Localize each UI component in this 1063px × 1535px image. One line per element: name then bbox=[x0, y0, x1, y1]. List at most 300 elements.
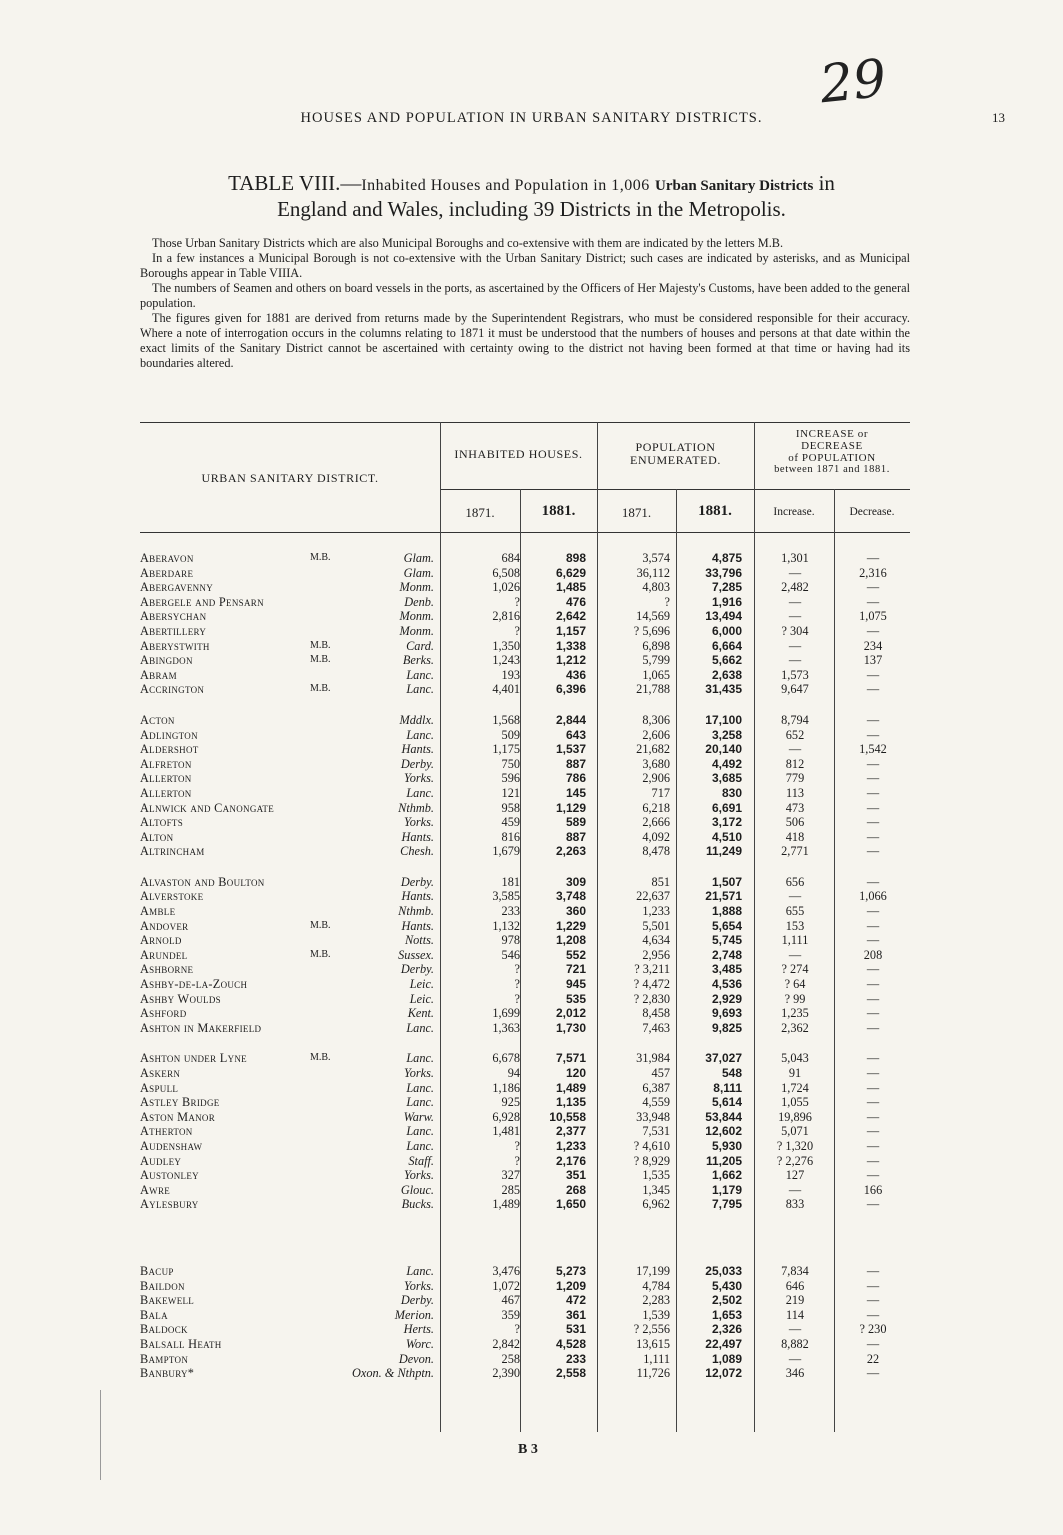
population-1871: ? 4,472 bbox=[633, 977, 670, 992]
houses-1881: 898 bbox=[565, 551, 586, 565]
increase-value: 5,043 bbox=[781, 1051, 809, 1066]
increase-value: 114 bbox=[786, 1307, 804, 1322]
district-name: Arundel bbox=[140, 947, 188, 962]
county: Yorks. bbox=[404, 1168, 434, 1183]
table-row bbox=[0, 1308, 1063, 1323]
header-change-line: INCREASE or bbox=[795, 428, 869, 440]
county: Staff. bbox=[408, 1153, 434, 1168]
increase-value: 418 bbox=[785, 829, 805, 844]
population-1881: 1,653 bbox=[711, 1307, 742, 1322]
county: Lanc. bbox=[406, 1051, 434, 1066]
population-1881: 548 bbox=[721, 1066, 742, 1080]
district-name: Atherton bbox=[140, 1124, 193, 1139]
district-name: Adlington bbox=[140, 727, 198, 742]
houses-1871: 1,489 bbox=[492, 1197, 520, 1212]
houses-1871: 509 bbox=[501, 727, 520, 742]
district-name: Allerton bbox=[140, 785, 192, 800]
houses-1871: 233 bbox=[501, 904, 520, 919]
houses-1881: 887 bbox=[565, 756, 586, 771]
decrease-value: — bbox=[866, 727, 880, 742]
table-row bbox=[0, 1352, 1063, 1367]
district-name: Ashborne bbox=[140, 962, 194, 977]
population-1881: 4,510 bbox=[711, 829, 742, 844]
header-change-line: of POPULATION bbox=[788, 452, 876, 464]
table-row bbox=[0, 595, 1063, 610]
decrease-value: — bbox=[866, 623, 880, 638]
district-name: Bala bbox=[140, 1307, 168, 1322]
county: Merion. bbox=[394, 1307, 434, 1322]
increase-value: 655 bbox=[785, 904, 805, 919]
population-1871: 1,233 bbox=[642, 904, 670, 919]
increase-value: 7,834 bbox=[781, 1263, 809, 1278]
county: Kent. bbox=[407, 1006, 434, 1021]
county: Hants. bbox=[401, 918, 434, 933]
increase-value: 2,771 bbox=[781, 844, 809, 859]
county: Lanc. bbox=[406, 1020, 434, 1035]
population-1871: 3,680 bbox=[642, 756, 670, 771]
increase-value: ? 99 bbox=[784, 991, 806, 1006]
county: Bucks. bbox=[401, 1197, 434, 1212]
increase-value: ? 304 bbox=[781, 623, 809, 638]
header-population-line: ENUMERATED. bbox=[630, 453, 721, 467]
district-name: Abergele and Pensarn bbox=[140, 594, 264, 609]
decrease-value: — bbox=[866, 1336, 880, 1351]
county: Monm. bbox=[399, 623, 434, 638]
houses-1881: 361 bbox=[565, 1307, 586, 1322]
increase-value: — bbox=[788, 653, 802, 668]
population-1881: 1,916 bbox=[711, 594, 742, 609]
running-head: HOUSES AND POPULATION IN URBAN SANITARY DISTRICTS. bbox=[300, 110, 763, 126]
district-name: Astley Bridge bbox=[140, 1095, 220, 1110]
decrease-value: 1,075 bbox=[859, 609, 887, 624]
population-1881: 5,614 bbox=[711, 1095, 742, 1110]
increase-value: 1,573 bbox=[781, 667, 809, 682]
district-name: Aldershot bbox=[140, 742, 199, 757]
row-group bbox=[0, 1051, 1063, 1212]
population-1871: 7,463 bbox=[642, 1020, 670, 1035]
county: Derby. bbox=[400, 962, 434, 977]
population-1871: 33,948 bbox=[636, 1109, 670, 1124]
county: Derby. bbox=[400, 1293, 434, 1308]
increase-value: 646 bbox=[785, 1278, 805, 1293]
decrease-value: — bbox=[866, 667, 880, 682]
header-change-line: between 1871 and 1881. bbox=[774, 464, 890, 475]
decrease-value: 208 bbox=[863, 947, 883, 962]
population-1881: 11,205 bbox=[705, 1153, 742, 1168]
decrease-value: 137 bbox=[863, 653, 883, 668]
houses-1881: 1,485 bbox=[555, 580, 586, 595]
table-row bbox=[0, 609, 1063, 624]
table-row bbox=[0, 977, 1063, 992]
population-1881: 7,285 bbox=[711, 580, 742, 595]
population-1871: ? 5,696 bbox=[633, 623, 670, 638]
population-1871: 5,799 bbox=[642, 653, 670, 668]
title-part1: TABLE VIII.— bbox=[228, 171, 362, 195]
decrease-value: — bbox=[866, 712, 880, 727]
decrease-value: — bbox=[866, 1095, 880, 1110]
decrease-value: — bbox=[866, 1168, 880, 1183]
county: Lanc. bbox=[406, 682, 434, 697]
population-1881: 22,497 bbox=[705, 1336, 742, 1351]
table-row bbox=[0, 1021, 1063, 1036]
increase-value: — bbox=[788, 565, 802, 580]
houses-1871: 2,842 bbox=[492, 1336, 520, 1351]
county: Hants. bbox=[401, 742, 434, 757]
table-row bbox=[0, 653, 1063, 668]
population-1871: 36,112 bbox=[636, 565, 670, 580]
increase-value: 5,071 bbox=[781, 1124, 809, 1139]
district-name: Alverstoke bbox=[140, 889, 204, 904]
population-1881: 6,000 bbox=[711, 623, 742, 638]
population-1871: 8,458 bbox=[642, 1006, 670, 1021]
county: Sussex. bbox=[398, 947, 434, 962]
decrease-value: — bbox=[866, 991, 880, 1006]
population-1871: ? bbox=[664, 594, 670, 609]
houses-1881: 643 bbox=[565, 727, 586, 742]
population-1881: 37,027 bbox=[705, 1051, 742, 1066]
district-name: Amble bbox=[140, 904, 176, 919]
district-name: Alnwick and Canongate bbox=[140, 800, 275, 815]
houses-1881: 1,537 bbox=[555, 742, 586, 757]
houses-1881: 589 bbox=[565, 815, 586, 830]
table-row bbox=[0, 919, 1063, 934]
decrease-value: — bbox=[866, 1307, 880, 1322]
district-name: Baldock bbox=[140, 1322, 188, 1337]
page-number: 13 bbox=[992, 110, 1005, 125]
houses-1871: 467 bbox=[501, 1293, 520, 1308]
table-row bbox=[0, 1183, 1063, 1198]
increase-value: — bbox=[788, 1182, 802, 1197]
houses-1881: 145 bbox=[565, 785, 586, 800]
population-1881: 3,258 bbox=[711, 727, 742, 742]
population-1871: 8,478 bbox=[642, 844, 670, 859]
table-row bbox=[0, 801, 1063, 816]
increase-value: 833 bbox=[785, 1197, 805, 1212]
county: Lanc. bbox=[406, 785, 434, 800]
mb-marker: M.B. bbox=[310, 1052, 331, 1064]
houses-1871: 1,568 bbox=[492, 712, 520, 727]
population-1881: 2,929 bbox=[711, 991, 742, 1006]
population-1881: 1,089 bbox=[711, 1351, 742, 1366]
houses-1871: 684 bbox=[501, 551, 520, 565]
houses-1881: 1,208 bbox=[555, 933, 586, 948]
houses-1881: 2,263 bbox=[555, 844, 586, 859]
mb-marker: M.B. bbox=[310, 552, 331, 563]
houses-1871: 1,350 bbox=[492, 638, 520, 653]
county: Denb. bbox=[404, 594, 434, 609]
population-1871: 717 bbox=[651, 785, 670, 800]
county: Warw. bbox=[403, 1109, 434, 1124]
houses-1871: 1,243 bbox=[492, 653, 520, 668]
county: Glam. bbox=[403, 565, 434, 580]
county: Notts. bbox=[404, 933, 434, 948]
population-1881: 11,249 bbox=[705, 844, 742, 859]
population-1881: 6,691 bbox=[711, 800, 742, 815]
district-name: Bakewell bbox=[140, 1293, 195, 1308]
county: Lanc. bbox=[406, 1124, 434, 1139]
houses-1881: 2,377 bbox=[555, 1124, 586, 1139]
county: Worc. bbox=[405, 1336, 434, 1351]
houses-1881: 2,844 bbox=[555, 712, 586, 727]
population-1871: 21,788 bbox=[636, 682, 670, 697]
increase-value: 219 bbox=[785, 1293, 805, 1308]
houses-1871: 193 bbox=[501, 667, 520, 682]
houses-1881: 945 bbox=[565, 977, 586, 992]
district-name: Aston Manor bbox=[140, 1109, 216, 1124]
houses-1871: ? bbox=[514, 977, 520, 992]
table-row bbox=[0, 1168, 1063, 1183]
district-name: Aberystwith bbox=[140, 638, 210, 653]
district-name: Audley bbox=[140, 1153, 182, 1168]
table-row bbox=[0, 1139, 1063, 1154]
mb-marker: M.B. bbox=[310, 919, 331, 931]
county: Monm. bbox=[399, 580, 434, 595]
increase-value: 113 bbox=[786, 785, 804, 800]
population-1881: 2,502 bbox=[711, 1293, 742, 1308]
increase-value: 127 bbox=[785, 1168, 805, 1183]
population-1881: 1,507 bbox=[711, 874, 742, 889]
houses-1871: 121 bbox=[501, 785, 520, 800]
houses-1881: 1,212 bbox=[555, 653, 586, 668]
district-name: Ashford bbox=[140, 1006, 187, 1021]
county: Devon. bbox=[398, 1351, 434, 1366]
county: Derby. bbox=[400, 874, 434, 889]
district-name: Audenshaw bbox=[140, 1138, 203, 1153]
population-1881: 3,485 bbox=[711, 962, 742, 977]
houses-1871: 327 bbox=[501, 1168, 520, 1183]
county: Herts. bbox=[403, 1322, 434, 1337]
houses-1871: 1,132 bbox=[492, 918, 520, 933]
table-row bbox=[0, 1337, 1063, 1352]
district-name: Austonley bbox=[140, 1168, 199, 1183]
population-1871: 4,559 bbox=[642, 1095, 670, 1110]
table-row bbox=[0, 580, 1063, 595]
houses-1881: 1,489 bbox=[555, 1080, 586, 1095]
increase-value: 779 bbox=[785, 771, 805, 786]
year-1881-population: 1881. bbox=[698, 503, 732, 519]
district-name: Balsall Heath bbox=[140, 1336, 222, 1351]
population-1881: 12,602 bbox=[705, 1124, 742, 1139]
houses-1871: 1,363 bbox=[492, 1020, 520, 1035]
district-name: Abergavenny bbox=[140, 580, 214, 595]
increase-value: — bbox=[788, 638, 802, 653]
increase-value: 153 bbox=[785, 918, 805, 933]
district-name: Bacup bbox=[140, 1263, 174, 1278]
houses-1871: 258 bbox=[501, 1351, 520, 1366]
population-1881: 2,748 bbox=[711, 947, 742, 962]
decrease-value: — bbox=[866, 874, 880, 889]
houses-1871: 1,072 bbox=[492, 1278, 520, 1293]
population-1871: 7,531 bbox=[642, 1124, 670, 1139]
title-part3: Urban Sanitary Districts bbox=[655, 178, 814, 194]
houses-1881: 1,135 bbox=[555, 1095, 586, 1110]
district-name: Allerton bbox=[140, 771, 192, 786]
increase-value: 346 bbox=[785, 1366, 805, 1381]
decrease-value: — bbox=[866, 771, 880, 786]
houses-1881: 1,650 bbox=[555, 1197, 586, 1212]
table-row bbox=[0, 875, 1063, 890]
houses-1881: 2,642 bbox=[555, 609, 586, 624]
population-1871: ? 2,830 bbox=[633, 991, 670, 1006]
population-1881: 13,494 bbox=[705, 609, 742, 624]
county: Lanc. bbox=[406, 1080, 434, 1095]
decrease-value: — bbox=[866, 962, 880, 977]
county: Lanc. bbox=[406, 1138, 434, 1153]
table-row bbox=[0, 1293, 1063, 1308]
decrease-value: — bbox=[866, 918, 880, 933]
houses-1871: 1,026 bbox=[492, 580, 520, 595]
population-1871: 2,666 bbox=[642, 815, 670, 830]
decrease-value: — bbox=[866, 1366, 880, 1381]
district-name: Bampton bbox=[140, 1351, 189, 1366]
decrease-value: — bbox=[866, 977, 880, 992]
table-row bbox=[0, 786, 1063, 801]
houses-1871: ? bbox=[514, 623, 520, 638]
county: Yorks. bbox=[404, 771, 434, 786]
houses-1871: 1,186 bbox=[492, 1080, 520, 1095]
table-row bbox=[0, 1066, 1063, 1081]
county: Mddlx. bbox=[399, 712, 434, 727]
county: Card. bbox=[406, 638, 434, 653]
population-1881: 2,326 bbox=[711, 1322, 742, 1337]
population-1871: 4,092 bbox=[642, 829, 670, 844]
county: Leic. bbox=[409, 977, 434, 992]
table-row bbox=[0, 1366, 1063, 1381]
population-1881: 25,033 bbox=[705, 1263, 742, 1278]
district-name: Askern bbox=[140, 1066, 181, 1080]
table-row bbox=[0, 713, 1063, 728]
increase-value: — bbox=[788, 947, 802, 962]
decrease-value: — bbox=[866, 933, 880, 948]
district-name: Alfreton bbox=[140, 756, 192, 771]
population-1881: 1,662 bbox=[711, 1168, 742, 1183]
decrease-value: 166 bbox=[863, 1182, 883, 1197]
decrease-value: — bbox=[866, 594, 880, 609]
header-district: URBAN SANITARY DISTRICT. bbox=[201, 471, 379, 485]
population-1871: 1,345 bbox=[642, 1182, 670, 1197]
county: Lanc. bbox=[406, 1263, 434, 1278]
decrease-value: — bbox=[866, 1278, 880, 1293]
population-1871: 8,306 bbox=[642, 712, 670, 727]
decrease-value: — bbox=[866, 1263, 880, 1278]
houses-1871: ? bbox=[514, 594, 520, 609]
increase-value: — bbox=[788, 609, 802, 624]
increase-value: ? 274 bbox=[781, 962, 809, 977]
year-1871-houses: 1871. bbox=[465, 505, 495, 520]
decrease-value: ? 230 bbox=[859, 1322, 887, 1337]
houses-1871: 459 bbox=[501, 815, 520, 830]
houses-1881: 535 bbox=[565, 991, 586, 1006]
district-name: Arnold bbox=[140, 933, 182, 948]
district-name: Banbury* bbox=[140, 1366, 195, 1381]
population-1881: 31,435 bbox=[705, 682, 742, 697]
decrease-value: — bbox=[866, 1051, 880, 1066]
decrease-value: — bbox=[866, 1109, 880, 1124]
table-row bbox=[0, 728, 1063, 743]
table-row bbox=[0, 1110, 1063, 1125]
population-1881: 21,571 bbox=[705, 889, 742, 904]
table-row bbox=[0, 1124, 1063, 1139]
district-name: Abingdon bbox=[140, 653, 193, 668]
houses-1871: ? bbox=[514, 1153, 520, 1168]
district-name: Aberdare bbox=[140, 565, 194, 580]
district-name: Alvaston and Boulton bbox=[140, 874, 265, 889]
mb-marker: M.B. bbox=[310, 654, 331, 666]
decrease-heading: Decrease. bbox=[849, 506, 895, 518]
houses-1881: 472 bbox=[565, 1293, 586, 1308]
population-1881: 830 bbox=[721, 785, 742, 800]
population-1881: 7,795 bbox=[711, 1197, 742, 1212]
houses-1881: 786 bbox=[565, 771, 586, 786]
houses-1871: 4,401 bbox=[492, 682, 520, 697]
houses-1871: 94 bbox=[507, 1066, 520, 1080]
decrease-value: 22 bbox=[866, 1351, 880, 1366]
district-name: Andover bbox=[140, 918, 189, 933]
table-row bbox=[0, 844, 1063, 859]
increase-value: — bbox=[788, 889, 802, 904]
population-1881: 6,664 bbox=[711, 638, 742, 653]
houses-1881: 351 bbox=[565, 1168, 586, 1183]
county: Nthmb. bbox=[398, 904, 434, 919]
houses-1871: ? bbox=[514, 962, 520, 977]
population-1881: 5,662 bbox=[711, 653, 742, 668]
district-name: Abersychan bbox=[140, 609, 207, 624]
header-change bbox=[754, 428, 910, 476]
mb-marker: M.B. bbox=[310, 683, 331, 695]
table-row bbox=[0, 566, 1063, 581]
table-row bbox=[0, 1322, 1063, 1337]
mb-marker: M.B. bbox=[310, 948, 331, 960]
district-name: Abertillery bbox=[140, 623, 207, 638]
increase-value: 1,055 bbox=[781, 1095, 809, 1110]
population-1881: 1,888 bbox=[711, 904, 742, 919]
decrease-value: — bbox=[866, 1006, 880, 1021]
decrease-value: — bbox=[866, 682, 880, 697]
county: Yorks. bbox=[404, 815, 434, 830]
houses-1871: 1,699 bbox=[492, 1006, 520, 1021]
houses-1881: 4,528 bbox=[555, 1336, 586, 1351]
population-1881: 5,430 bbox=[711, 1278, 742, 1293]
increase-value: 1,111 bbox=[781, 933, 809, 948]
title-part2: Inhabited Houses and Population in 1,006 bbox=[361, 177, 650, 194]
district-name: Accrington bbox=[140, 682, 205, 697]
population-1871: 851 bbox=[651, 874, 670, 889]
increase-value: — bbox=[788, 594, 802, 609]
population-1871: 13,615 bbox=[636, 1336, 670, 1351]
population-1881: 17,100 bbox=[705, 712, 742, 727]
houses-1881: 1,229 bbox=[555, 918, 586, 933]
note-paragraph: Those Urban Sanitary Districts which are also Municipal Boroughs and co-extensive with them are indicated by the letters M.B. bbox=[152, 236, 784, 250]
district-name: Ashby-de-la-Zouch bbox=[140, 977, 248, 992]
title-part4: in bbox=[818, 171, 835, 195]
table-row bbox=[0, 757, 1063, 772]
population-1871: 2,956 bbox=[642, 947, 670, 962]
population-1871: 6,898 bbox=[642, 638, 670, 653]
table-row bbox=[0, 1081, 1063, 1096]
population-1871: 6,962 bbox=[642, 1197, 670, 1212]
increase-value: 1,724 bbox=[781, 1080, 809, 1095]
houses-1881: 1,730 bbox=[555, 1020, 586, 1035]
increase-value: 9,647 bbox=[781, 682, 809, 697]
district-name: Aberavon bbox=[140, 551, 194, 565]
houses-1881: 6,396 bbox=[555, 682, 586, 697]
population-1871: 2,606 bbox=[642, 727, 670, 742]
table-row bbox=[0, 962, 1063, 977]
decrease-value: — bbox=[866, 1124, 880, 1139]
note-paragraph: In a few instances a Municipal Borough is not co-extensive with the Urban Sanitary District; such cases are indicated by asterisks, and as Municipal Boroughs appear in Table VIIIA. bbox=[140, 251, 910, 280]
county: Hants. bbox=[401, 889, 434, 904]
population-1881: 33,796 bbox=[705, 565, 742, 580]
